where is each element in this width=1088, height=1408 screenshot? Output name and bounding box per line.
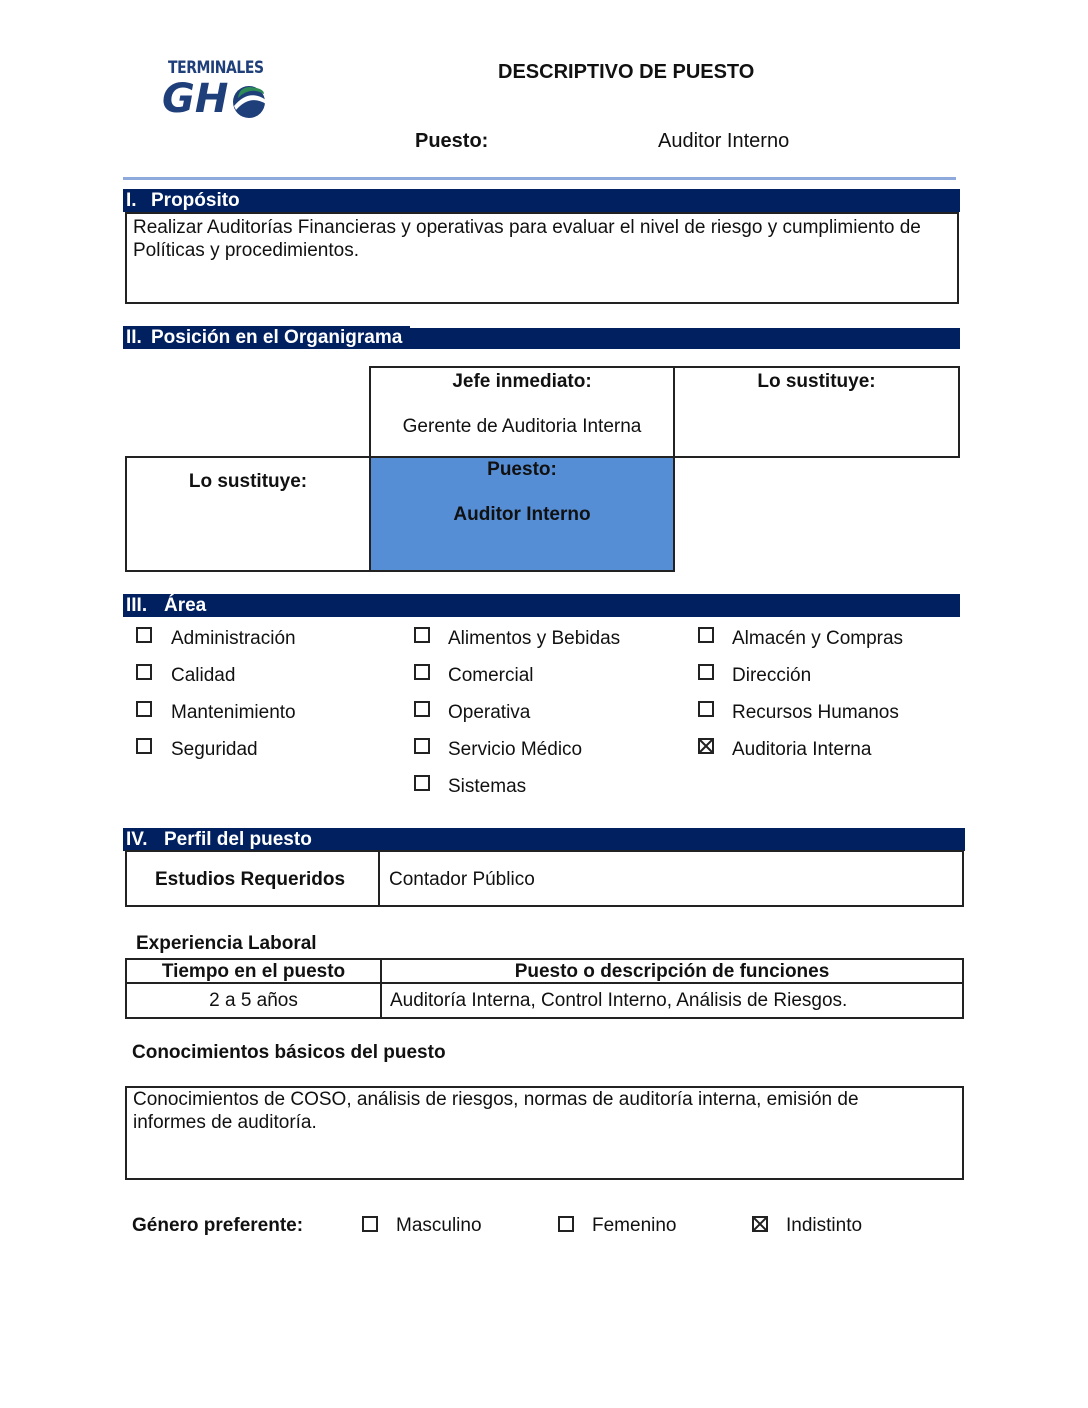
area-label: Seguridad — [171, 739, 258, 760]
section-title: Propósito — [151, 190, 240, 211]
section-number: IV. — [126, 829, 148, 850]
exp-col2-header: Puesto o descripción de funciones — [514, 961, 830, 982]
conocimientos-text: Conocimientos de COSO, análisis de riesgos, normas de auditoría interna, emisión de informes de auditoría. — [133, 1089, 859, 1133]
exp-val1: 2 a 5 años — [209, 990, 298, 1011]
conocimientos-title: Conocimientos básicos del puesto — [132, 1042, 446, 1063]
experiencia-title: Experiencia Laboral — [136, 933, 317, 954]
checkbox-alimentos-bebidas[interactable] — [414, 627, 430, 643]
genero-option-label: Femenino — [592, 1215, 677, 1236]
area-label: Auditoria Interna — [732, 739, 872, 760]
document-title: DESCRIPTIVO DE PUESTO — [498, 61, 755, 83]
checkbox-operativa[interactable] — [414, 701, 430, 717]
section-number: III. — [126, 595, 148, 616]
checkbox-femenino[interactable] — [558, 1216, 574, 1232]
checkbox-recursos-humanos[interactable] — [698, 701, 714, 717]
area-label: Operativa — [448, 702, 531, 723]
proposito-box — [125, 212, 959, 304]
genero-label: Género preferente: — [132, 1215, 304, 1236]
sustituye-left-box — [125, 456, 371, 572]
proposito-text: Realizar Auditorías Financieras y operativas para evaluar el nivel de riesgo y cumplimiento de Políticas y procedimientos. — [133, 217, 921, 261]
area-label: Dirección — [732, 665, 812, 686]
conocimientos-box — [125, 1086, 964, 1180]
checkbox-indistinto[interactable] — [752, 1216, 768, 1232]
puesto-box — [369, 456, 675, 572]
checkbox-administracion[interactable] — [136, 627, 152, 643]
checkbox-almacen-compras[interactable] — [698, 627, 714, 643]
area-label: Administración — [171, 628, 296, 649]
checkbox-mantenimiento[interactable] — [136, 701, 152, 717]
area-label: Servicio Médico — [448, 739, 583, 760]
jefe-inmediato-value: Gerente de Auditoria Interna — [402, 416, 642, 437]
jefe-inmediato-label: Jefe inmediato: — [452, 371, 592, 392]
exp-col1-header: Tiempo en el puesto — [161, 961, 346, 982]
section-number: I. — [126, 190, 137, 211]
checkbox-direccion[interactable] — [698, 664, 714, 680]
section-area-header — [123, 594, 960, 617]
header-divider — [123, 177, 956, 180]
checkbox-calidad[interactable] — [136, 664, 152, 680]
checkbox-sistemas[interactable] — [414, 775, 430, 791]
section-proposito-header — [123, 189, 960, 212]
area-label: Mantenimiento — [171, 702, 296, 723]
company-logo — [162, 58, 272, 128]
puesto-box-label: Puesto: — [487, 459, 557, 480]
section-title: Área — [164, 595, 207, 616]
area-label: Sistemas — [448, 776, 527, 797]
checkbox-masculino[interactable] — [362, 1216, 378, 1232]
sustituye-left-label: Lo sustituye: — [188, 471, 308, 492]
section-title: Perfil del puesto — [164, 829, 312, 850]
checkbox-auditoria-interna[interactable] — [698, 738, 714, 754]
estudios-divider — [378, 852, 380, 905]
section-organigrama-header — [123, 326, 960, 349]
section-perfil-header — [123, 828, 965, 851]
exp-val2: Auditoría Interna, Control Interno, Análisis de Riesgos. — [390, 990, 848, 1011]
estudios-label: Estudios Requeridos — [155, 869, 346, 890]
jefe-inmediato-box — [369, 366, 675, 458]
area-label: Alimentos y Bebidas — [448, 628, 621, 649]
checkbox-servicio-medico[interactable] — [414, 738, 430, 754]
logo-o-icon — [230, 84, 270, 120]
genero-option-label: Indistinto — [786, 1215, 863, 1236]
sustituye-right-box — [673, 366, 960, 458]
logo-top-text: TERMINALES — [168, 58, 264, 78]
section-title: Posición en el Organigrama — [151, 327, 403, 348]
puesto-box-value: Auditor Interno — [453, 504, 591, 525]
experiencia-table — [125, 958, 964, 1019]
area-label: Comercial — [448, 665, 534, 686]
estudios-value: Contador Público — [389, 869, 535, 890]
checkbox-comercial[interactable] — [414, 664, 430, 680]
logo-main-text: GH — [162, 76, 229, 122]
estudios-table — [125, 850, 964, 907]
organigrama-bar-gap — [410, 326, 960, 328]
area-label: Recursos Humanos — [732, 702, 899, 723]
header-puesto-label: Puesto: — [415, 130, 489, 152]
genero-option-label: Masculino — [396, 1215, 482, 1236]
area-label: Calidad — [171, 665, 236, 686]
section-number: II. — [126, 327, 142, 348]
checkbox-seguridad[interactable] — [136, 738, 152, 754]
header-puesto-value: Auditor Interno — [658, 130, 790, 152]
area-label: Almacén y Compras — [732, 628, 904, 649]
sustituye-right-label: Lo sustituye: — [757, 371, 876, 392]
